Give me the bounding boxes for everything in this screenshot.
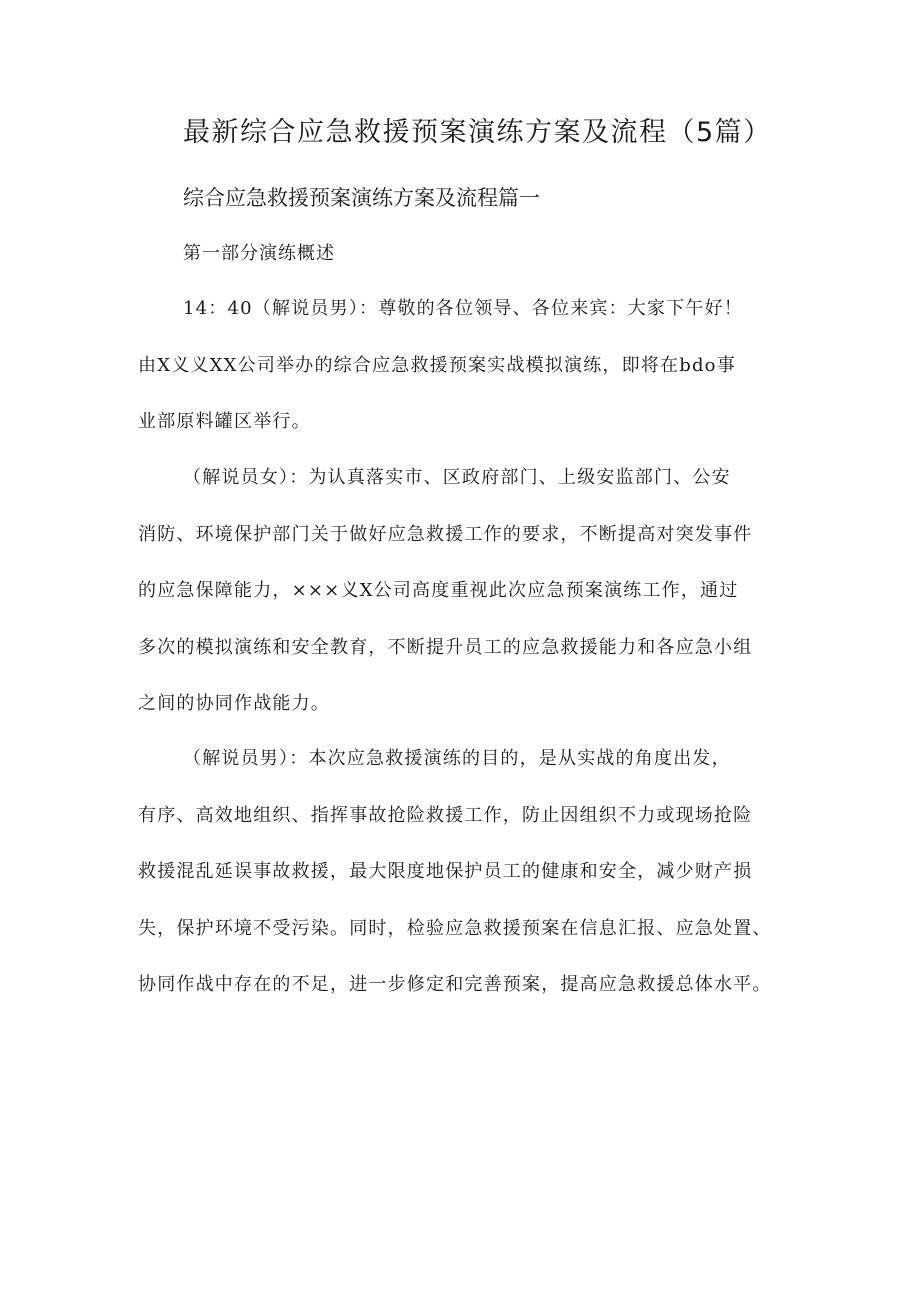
paragraph-2: [138, 450, 798, 733]
paragraph-line: 业部原料罐区举行。: [138, 411, 311, 432]
paragraph-line: 救援混乱延误事故救援，最大限度地保护员工的健康和安全，减少财产损: [138, 861, 753, 882]
paragraph-1: [138, 281, 798, 451]
paragraph-line: 之间的协同作战能力。: [138, 693, 330, 714]
section-heading: 第一部分演练概述: [183, 243, 335, 264]
paragraph-line: 失，保护环境不受污染。同时，检验应急救援预案在信息汇报、应急处置、: [138, 917, 772, 939]
paragraph-line: 由X义义XX公司举办的综合应急救援预案实战模拟演练，即将在bdo事: [138, 354, 736, 376]
paragraph-line: （解说员女）：为认真落实市、区政府部门、上级安监部门、公安: [183, 467, 731, 488]
paragraph-line: 有序、高效地组织、指挥事故抢险救援工作，防止因组织不力或现场抢险: [138, 804, 753, 826]
paragraph-line: 的应急保障能力，×××义X公司高度重视此次应急预案演练工作，通过: [138, 580, 739, 601]
paragraph-line: 14：40（解说员男）：尊敬的各位领导、各位来宾：大家下午好！: [183, 298, 744, 319]
paragraph-3: [138, 731, 798, 1014]
document-subtitle: 综合应急救援预案演练方案及流程篇一: [183, 186, 540, 210]
document-title: 最新综合应急救援预案演练方案及流程（5篇）: [183, 117, 772, 148]
paragraph-line: 协同作战中存在的不足，进一步修定和完善预案，提高应急救援总体水平。: [138, 974, 772, 995]
paragraph-line: 消防、环境保护部门关于做好应急救援工作的要求，不断提高对突发事件: [138, 523, 753, 545]
paragraph-line: 多次的模拟演练和安全教育，不断提升员工的应急救援能力和各应急小组: [138, 636, 753, 658]
paragraph-line: （解说员男）：本次应急救援演练的目的，是从实战的角度出发，: [183, 748, 731, 769]
